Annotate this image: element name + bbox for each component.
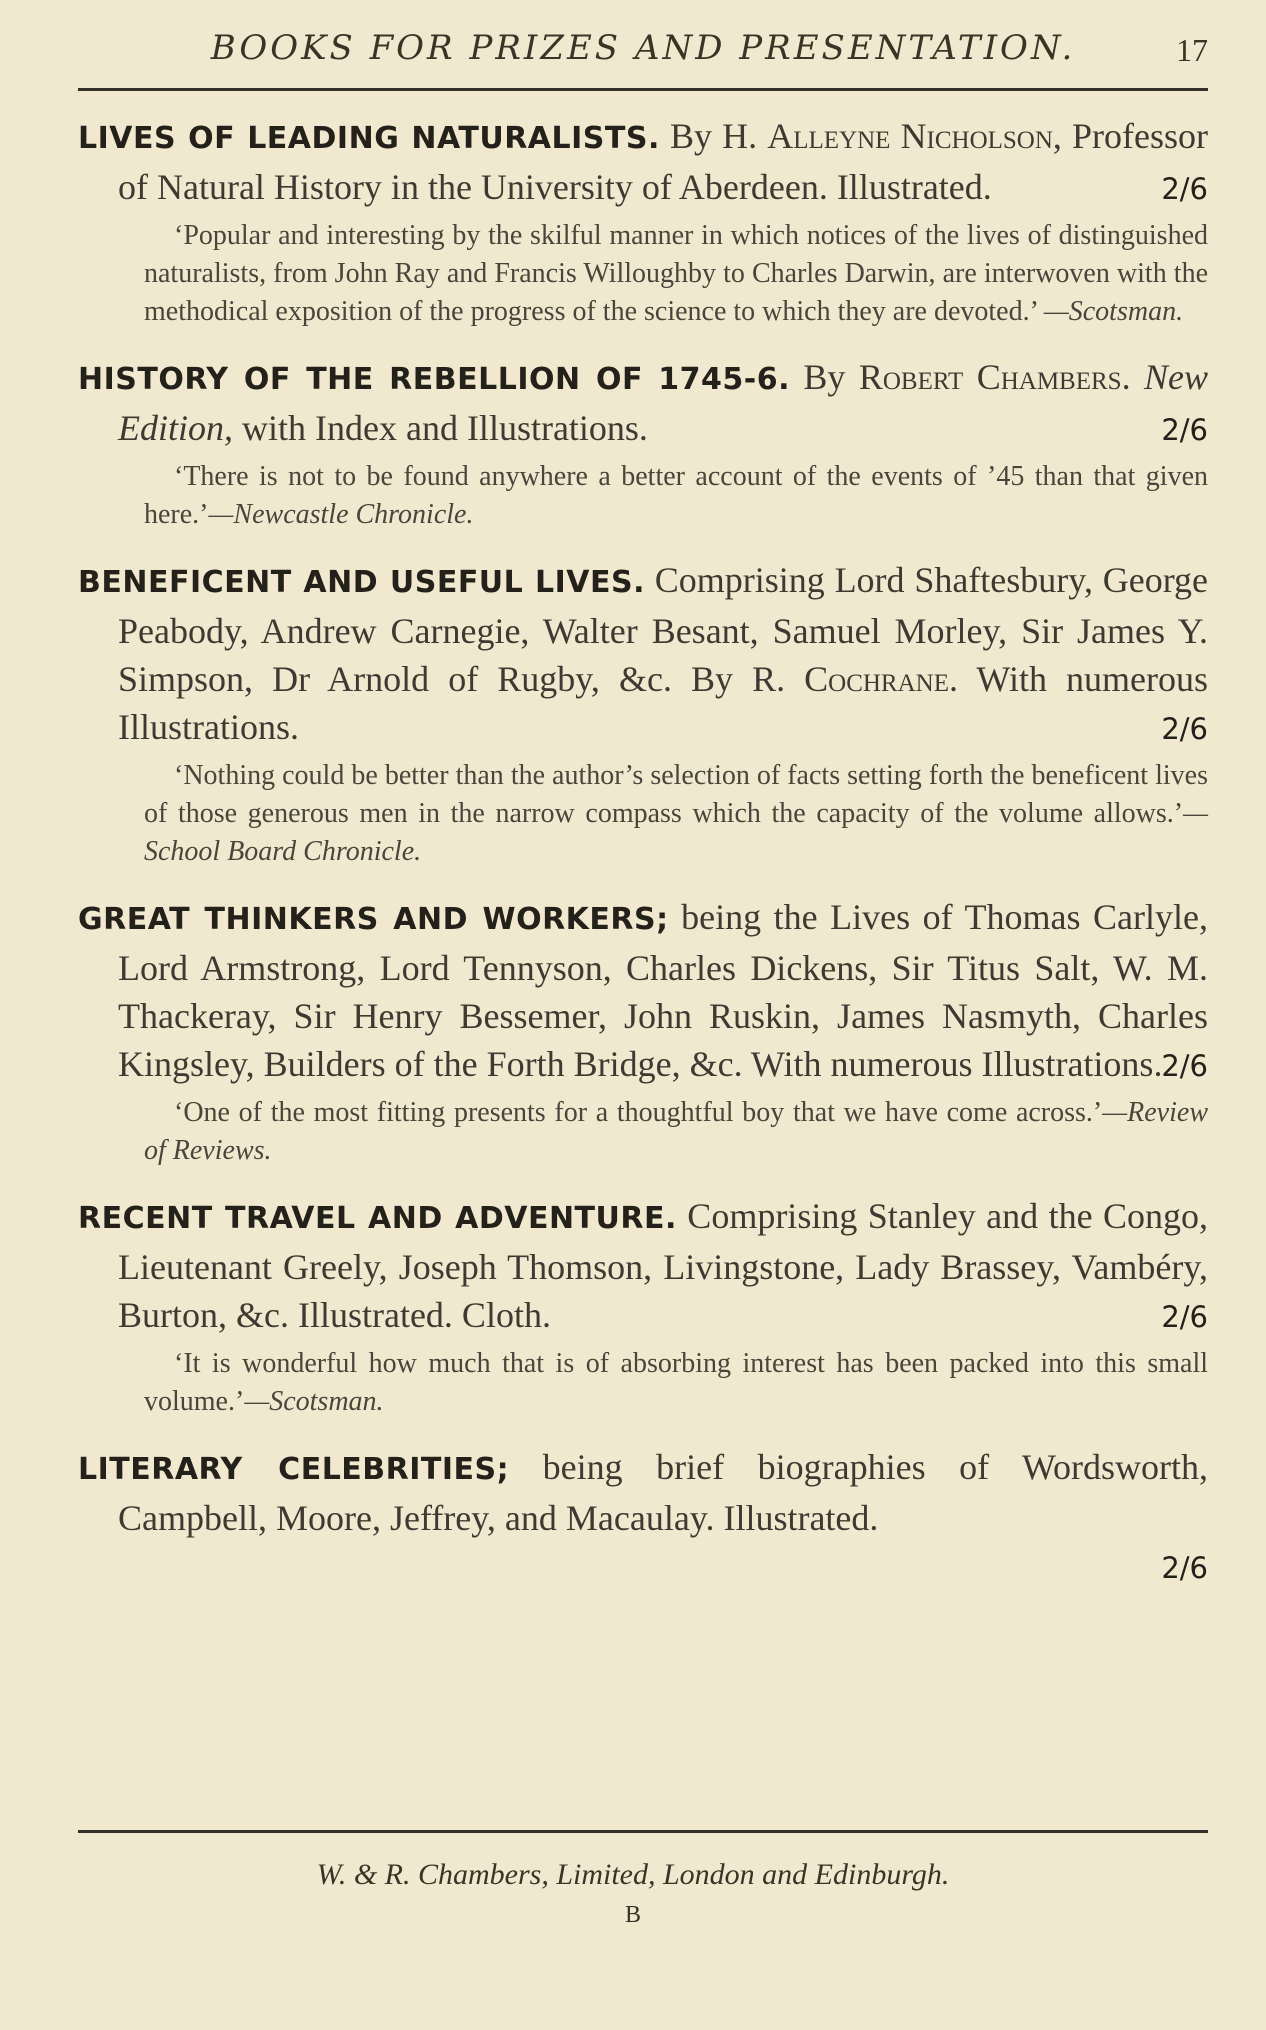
publisher-imprint: W. & R. Chambers, Limited, London and Edinburgh. [316, 1858, 950, 1891]
review-quote [78, 458, 1208, 534]
book-description: Comprising Stanley and the Congo, Lieutenant Greely, Joseph Thomson, Livingstone, Lady Brassey, Vambéry, Burton, &c. Illustrated. Cloth. [118, 1196, 1209, 1335]
book-description: being brief biographies of Wordsworth, Campbell, Moore, Jeffrey, and Macaulay. Illustrated. [118, 1447, 1209, 1538]
price: 2/6 [1161, 1300, 1208, 1334]
quote-text: ‘It is wonderful how much that is of absorbing interest has been packed into this small volume.’ [144, 1348, 1208, 1417]
quote-source: —Review of Reviews. [144, 1097, 1208, 1166]
price: 2/6 [1161, 172, 1208, 206]
header-rule [78, 88, 1208, 91]
book-title: GREAT THINKERS AND WORKERS [78, 902, 657, 937]
price: 2/6 [1161, 413, 1208, 447]
book-title: RECENT TRAVEL AND ADVENTURE. [78, 1201, 677, 1236]
price: 2/6 [1161, 712, 1208, 746]
book-entry [78, 893, 1208, 1170]
entry-main [78, 1192, 1208, 1339]
book-entry [78, 1192, 1208, 1421]
quote-text: ‘There is not to be found anywhere a better account of the events of ’45 than that given here.’ [144, 461, 1208, 530]
review-quote [78, 217, 1208, 331]
quote-source: —School Board Chronicle. [144, 798, 1208, 867]
book-entry [78, 353, 1208, 534]
quote-source: —Scotsman. [1043, 296, 1184, 327]
book-entry [78, 1443, 1208, 1592]
author-name: Cochrane. [804, 659, 958, 699]
entry-main [78, 353, 1208, 452]
book-list [78, 112, 1208, 1614]
entry-main [78, 893, 1208, 1088]
quote-text: ‘One of the most fitting presents for a thoughtful boy that we have come across.’ [174, 1097, 1103, 1128]
author-name: Alleyne Nicholson [767, 116, 1053, 156]
edition-note: New Edition, [118, 357, 1208, 448]
quote-source: —Scotsman. [244, 1386, 384, 1417]
book-description: with Index and Illustrations. [233, 408, 648, 448]
entry-main [78, 556, 1208, 751]
author-name: Robert Chambers. [858, 357, 1131, 397]
book-entry [78, 112, 1208, 331]
price: 2/6 [1161, 1049, 1208, 1083]
page-header [78, 28, 1208, 80]
quote-text: ‘Popular and interesting by the skilful manner in which notices of the lives of distinguished naturalists, from John Ray and Francis Willoughby to Charles Darwin, are interwoven with the methodical exposition of the progress of the science to which they are devoted.’ [144, 220, 1208, 327]
price: 2/6 [1161, 1551, 1208, 1585]
signature-mark: B [624, 1902, 641, 1928]
book-description: Comprising Lord Shaftesbury, George Peabody, Andrew Carnegie, Walter Besant, Samuel Morley, Sir James Y. Simpson, Dr Arnold of Rugby, &c. By R. [118, 560, 1209, 699]
book-title: BENEFICENT AND USEFUL LIVES. [78, 565, 645, 600]
book-title: LIVES OF LEADING NATURALISTS. [78, 121, 660, 156]
book-entry [78, 556, 1208, 871]
title-separator: ; [656, 902, 669, 937]
book-title: HISTORY OF THE REBELLION OF 1745-6. [78, 362, 791, 397]
quote-source: —Newcastle Chronicle. [208, 499, 474, 530]
book-description: being the Lives of Thomas Carlyle, Lord Armstrong, Lord Tennyson, Charles Dickens, Sir Titus Salt, W. M. Thackeray, Sir Henry Bessemer, John Ruskin, James Nasmyth, Charles Kingsley, Builders of the Forth Bridge, &c. With numerous Illustrations. [118, 897, 1208, 1084]
book-title: LITERARY CELEBRITIES [78, 1452, 497, 1487]
entry-main [78, 1443, 1208, 1592]
footer-rule [78, 1830, 1208, 1833]
review-quote [78, 1345, 1208, 1421]
author-by: By H. [669, 116, 768, 156]
page-number: 17 [1176, 32, 1208, 68]
review-quote [78, 757, 1208, 871]
quote-text: ‘Nothing could be better than the author’s selection of facts setting forth the beneficent lives of those generous men in the narrow compass which the capacity of the volume allows.’ [144, 760, 1208, 829]
author-by: By [803, 357, 859, 397]
entry-main [78, 112, 1208, 211]
review-quote [78, 1094, 1208, 1170]
book-description-2: With numerous Illustrations. [118, 659, 1208, 747]
book-description: , Professor of Natural History in the University of Aberdeen. Illustrated. [118, 116, 1208, 207]
running-title: BOOKS FOR PRIZES AND PRESENTATION. [210, 28, 1076, 68]
title-separator: ; [496, 1452, 510, 1487]
